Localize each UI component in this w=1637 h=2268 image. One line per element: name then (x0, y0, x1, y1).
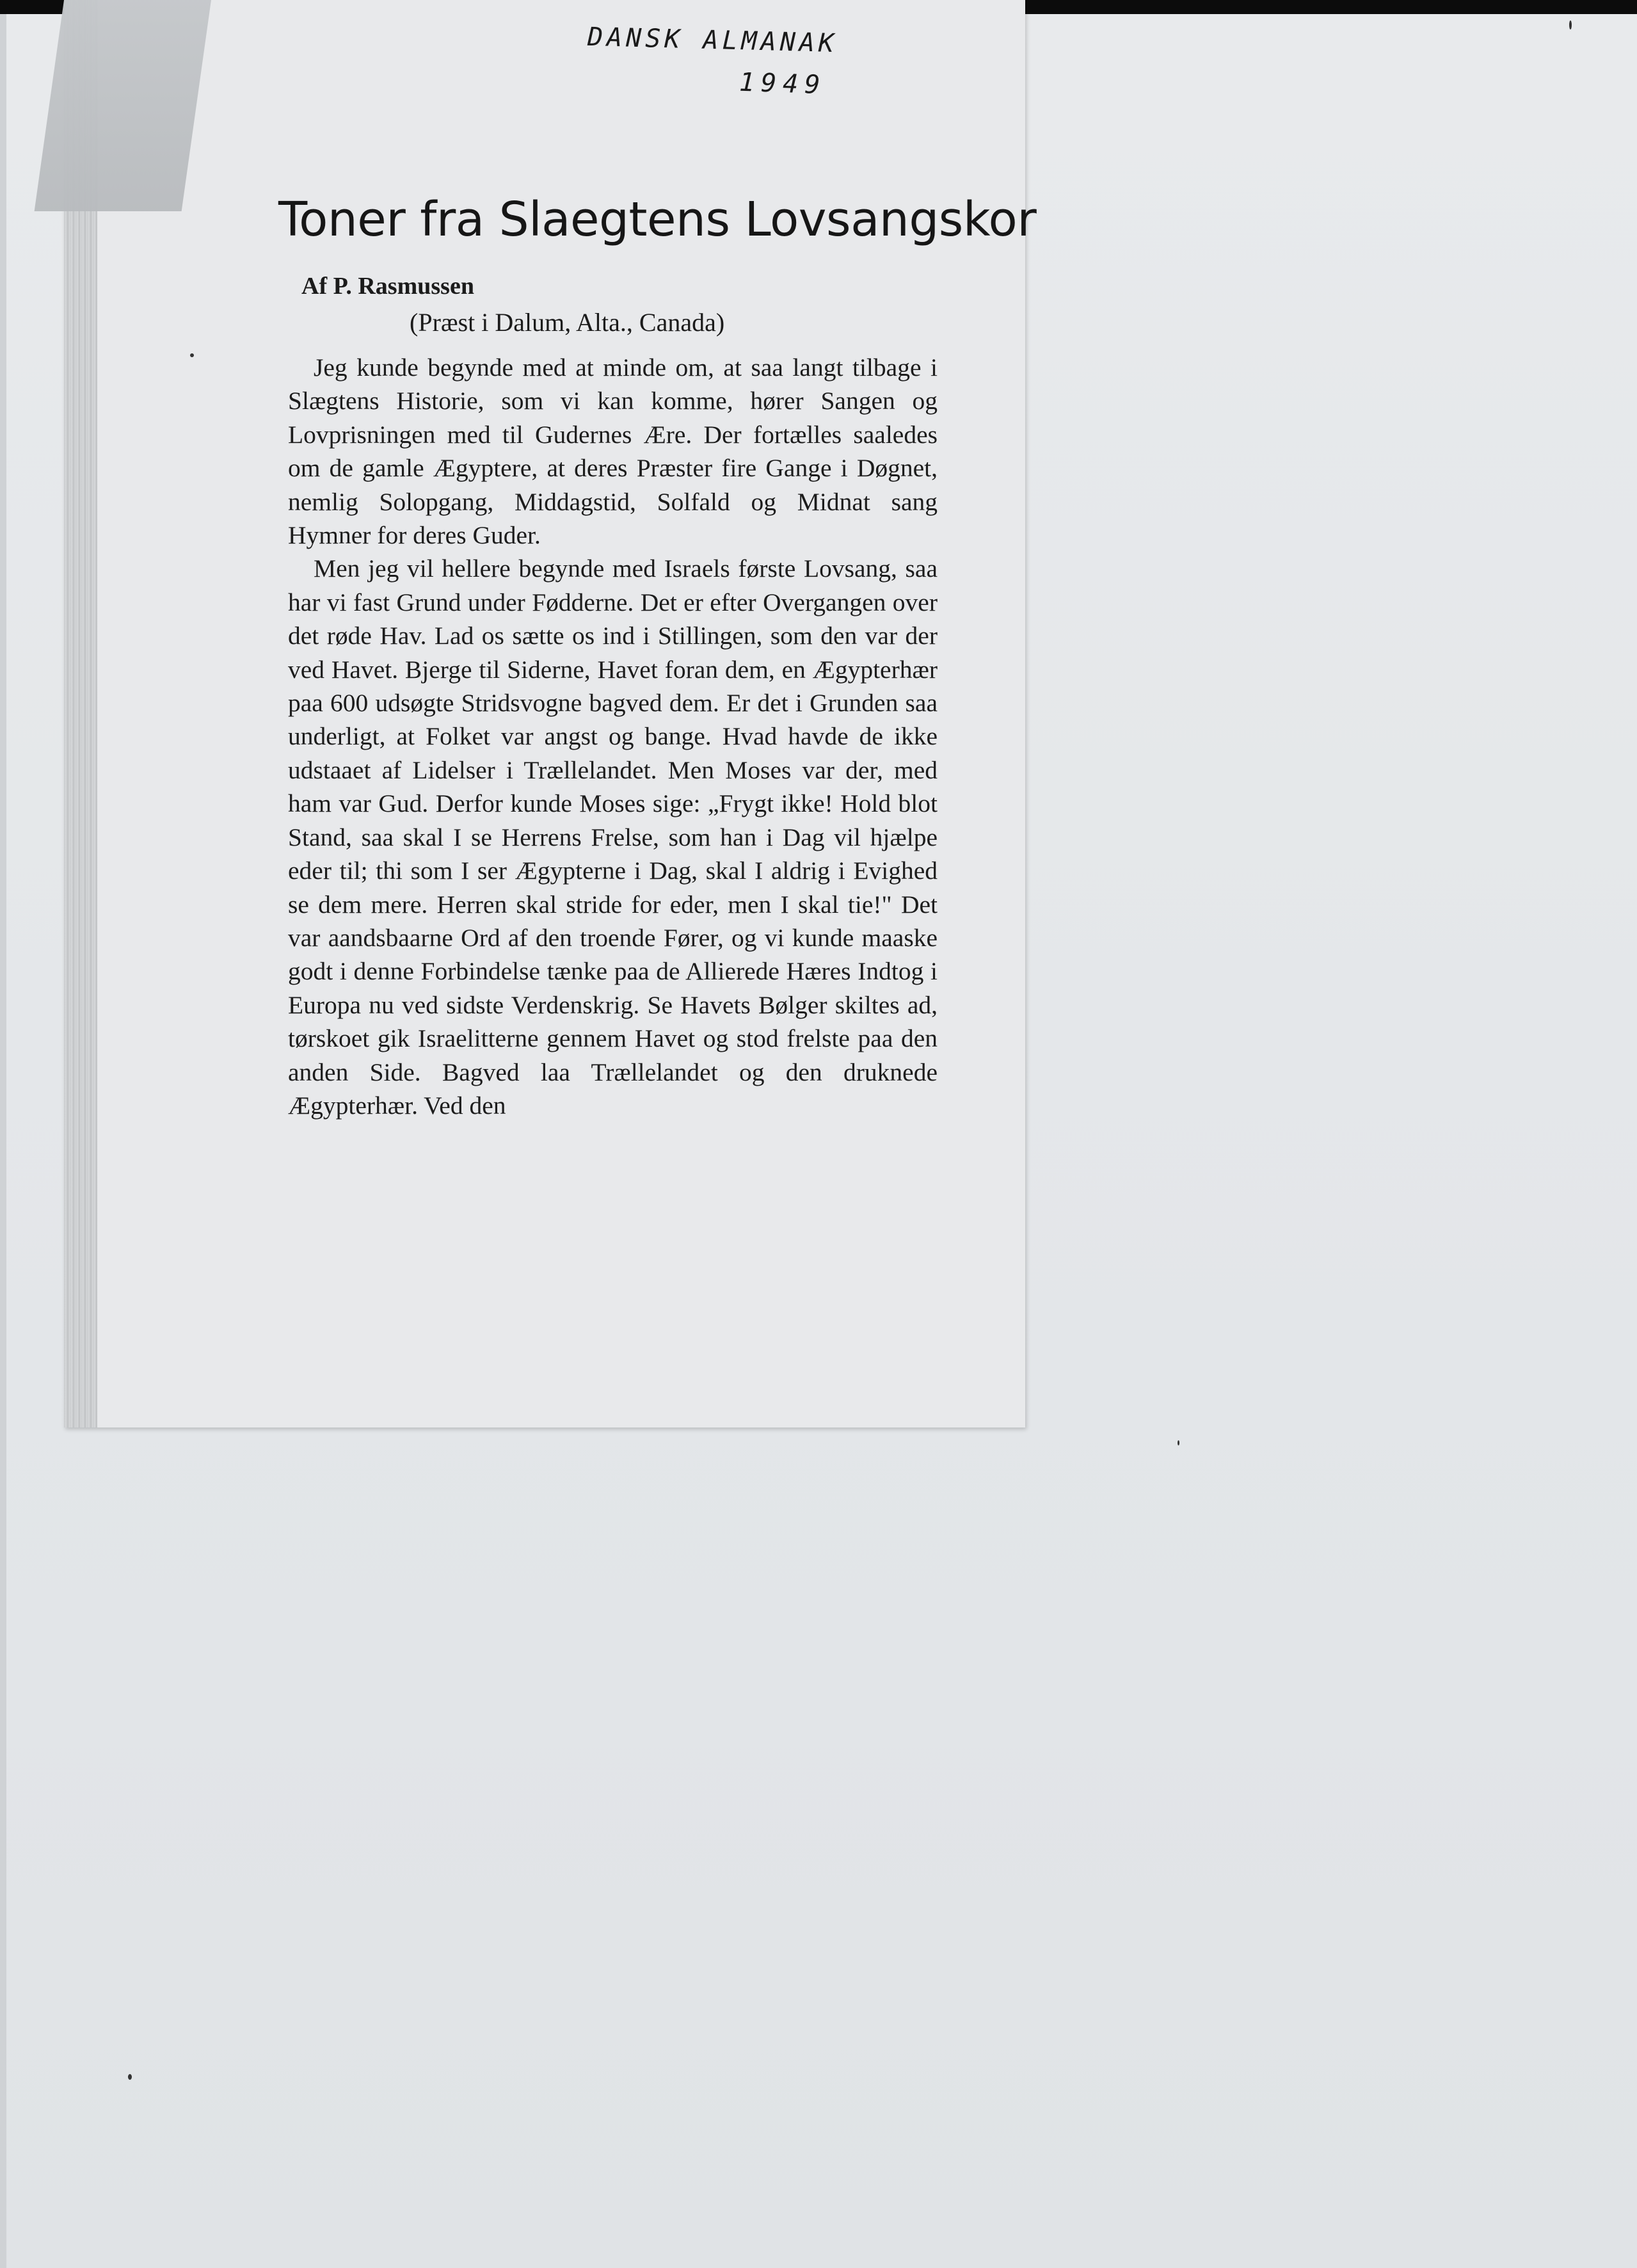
handwritten-year: 1949 (739, 67, 827, 101)
handwritten-source: DANSK ALMANAK (587, 22, 838, 59)
speck (128, 2074, 132, 2080)
tape-strip (35, 0, 211, 211)
paragraph: Men jeg vil hellere begynde med Israels første Lovsang, saa har vi fast Grund under Fødderne. Det er efter Overgangen over det røde Hav. Lad os sætte os ind i Stillingen, som den var der ved Havet. Bjerge til Siderne, Havet foran dem, en Ægypterhær paa 600 udsøgte Stridsvogne bagved dem. Er det i Grunden saa underligt, at Folket var angst og bange. Hvad havde de ikke udstaaet af Lidelser i Trællelandet. Men Moses var der, med ham var Gud. Derfor kunde Moses sige: „Frygt ikke! Hold blot Stand, saa skal I se Herrens Frelse, som han i Dag vil hjælpe eder til; thi som I ser Ægypterne i Dag, skal I aldrig i Evighed se dem mere. Herren skal stride for eder, men I skal tie!" Det var aandsbaarne Ord af den troende Fører, og vi kunde maaske godt i denne Forbindelse tænke paa de Allierede Hæres Indtog i Europa nu ved sidste Verdenskrig. Se Havets Bølger skiltes ad, tørskoet gik Israelitterne gennem Havet og stod frelste paa den anden Side. Bagved laa Trællelandet og den druknede Ægypterhær. Ved den (288, 554, 938, 1120)
article-location: (Præst i Dalum, Alta., Canada) (410, 308, 725, 337)
speck (1178, 1440, 1179, 1445)
scan-left-edge (0, 14, 6, 2268)
article-body (288, 351, 938, 1122)
speck (1569, 20, 1572, 29)
speck (190, 353, 194, 357)
article-byline (0, 272, 1025, 300)
handwritten-note (512, 22, 960, 109)
article-title: Toner fra Slaegtens Lovsangskor (278, 192, 1037, 247)
clipping-torn-edge (64, 0, 97, 1428)
byline-text: Af P. Rasmussen (301, 273, 474, 300)
paragraph: Jeg kunde begynde med at minde om, at saa langt tilbage i Slægtens Historie, som vi kan komme, hører Sangen og Lovprisningen med til Gudernes Ære. Der fortælles saaledes om de gamle Ægyptere, at deres Præster fire Gange i Døgnet, nemlig Solopgang, Middagstid, Solfald og Midnat sang Hymner for deres Guder. (288, 353, 938, 550)
